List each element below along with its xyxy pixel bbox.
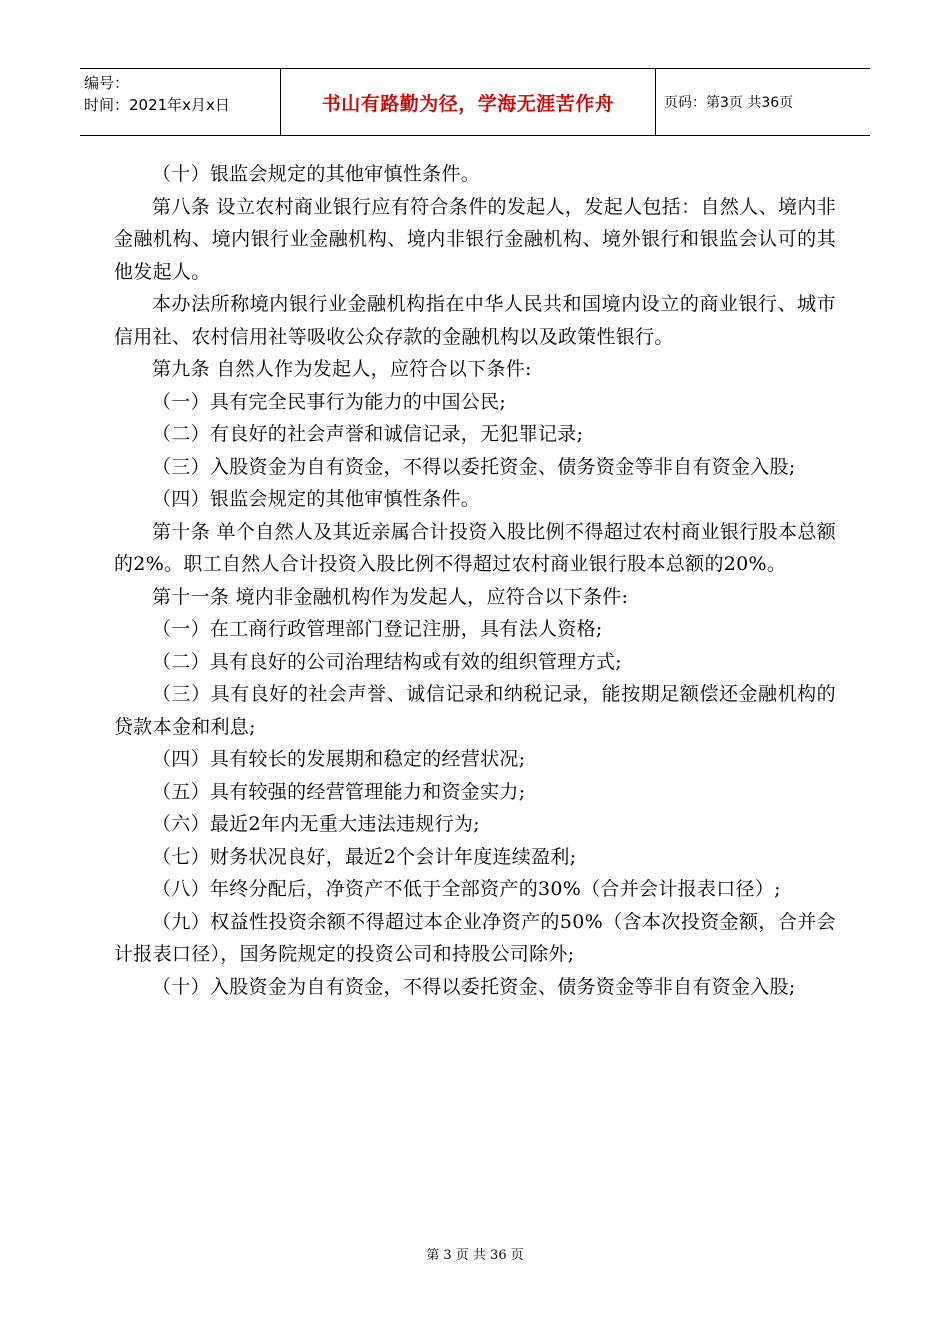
document-number-label: 编号： xyxy=(84,74,130,92)
paragraph: 第八条 设立农村商业银行应有符合条件的发起人，发起人包括：自然人、境内非金融机构、境内银行业金融机构、境内非银行金融机构、境外银行和银监会认可的其他发起人。 xyxy=(114,195,836,283)
header-page-cell xyxy=(656,69,870,135)
paragraph: 第十一条 境内非金融机构作为发起人，应符合以下条件: xyxy=(152,585,629,608)
paragraph: （六）最近2年内无重大违法违规行为; xyxy=(152,813,480,835)
page-header xyxy=(80,68,870,136)
paragraph: （二）具有良好的公司治理结构或有效的组织管理方式; xyxy=(152,650,622,673)
document-time-label: 时间：2021年x月x日 xyxy=(84,96,230,114)
paragraph: 本办法所称境内银行业金融机构指在中华人民共和国境内设立的商业银行、城市信用社、农村信用社等吸收公众存款的金融机构以及政策性银行。 xyxy=(114,293,836,348)
paragraph: （十）银监会规定的其他审慎性条件。 xyxy=(152,163,481,185)
footer-page-number: 第 3 页 共 36 页 xyxy=(426,1248,524,1263)
paragraph: （八）年终分配后，净资产不低于全部资产的30%（合并会计报表口径）; xyxy=(152,878,781,900)
paragraph: 第九条 自然人作为发起人，应符合以下条件: xyxy=(152,358,532,380)
paragraph: （一）具有完全民事行为能力的中国公民; xyxy=(152,390,507,413)
header-motto: 书山有路勤为径，学海无涯苦作舟 xyxy=(321,92,615,115)
paragraph: （一）在工商行政管理部门登记注册，具有法人资格; xyxy=(152,618,603,640)
header-motto-cell xyxy=(280,69,656,135)
paragraph: （四）具有较长的发展期和稳定的经营状况; xyxy=(152,748,526,770)
paragraph: （五）具有较强的经营管理能力和资金实力; xyxy=(152,780,526,803)
paragraph: 第十条 单个自然人及其近亲属合计投资入股比例不得超过农村商业银行股本总额的2%。职工自然人合计投资入股比例不得超过农村商业银行股本总额的20%。 xyxy=(114,520,836,575)
header-page-number: 页码：第3页 共36页 xyxy=(664,95,794,111)
paragraph: （三）入股资金为自有资金，不得以委托资金、债务资金等非自有资金入股; xyxy=(152,455,796,478)
header-meta xyxy=(80,69,280,135)
paragraph: （二）有良好的社会声誉和诚信记录，无犯罪记录; xyxy=(152,423,584,445)
paragraph: （七）财务状况良好，最近2个会计年度连续盈利; xyxy=(152,845,577,868)
paragraph: （十）入股资金为自有资金，不得以委托资金、债务资金等非自有资金入股; xyxy=(152,975,796,998)
paragraph: （三）具有良好的社会声誉、诚信记录和纳税记录，能按期足额偿还金融机构的贷款本金和利息; xyxy=(114,683,836,738)
paragraph: （九）权益性投资余额不得超过本企业净资产的50%（含本次投资金额，合并会计报表口径），国务院规定的投资公司和持股公司除外; xyxy=(114,910,836,965)
document-body xyxy=(114,158,836,1003)
paragraph: （四）银监会规定的其他审慎性条件。 xyxy=(152,488,481,510)
page-footer xyxy=(0,1244,950,1263)
